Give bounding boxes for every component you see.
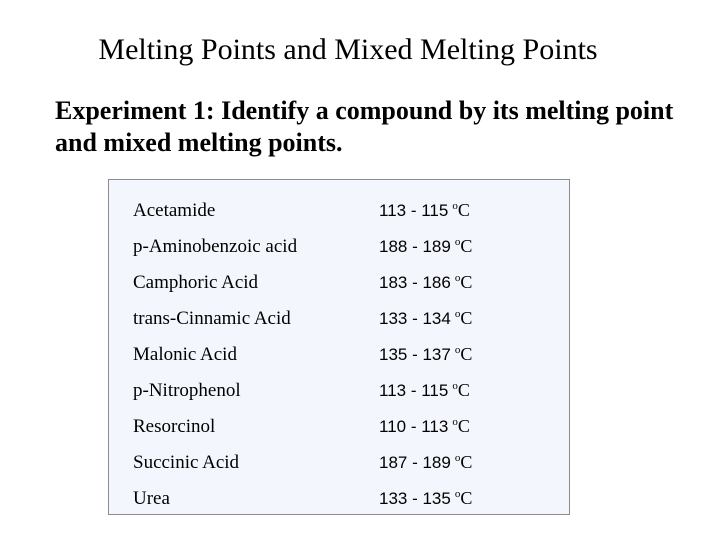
compound-name: Resorcinol: [133, 416, 216, 437]
unit-label: C: [460, 488, 473, 508]
compound-name: Malonic Acid: [133, 344, 237, 365]
compound-name: p-Nitrophenol: [133, 380, 241, 401]
unit-label: C: [460, 344, 473, 364]
compound-name: p-Aminobenzoic acid: [133, 236, 298, 257]
degree-symbol: o: [452, 416, 458, 428]
unit-label: C: [457, 380, 470, 400]
unit-label: C: [457, 416, 470, 436]
slide-title: Melting Points and Mixed Melting Points: [98, 33, 598, 66]
table-row: [109, 370, 569, 406]
table-row: [109, 298, 569, 334]
melting-range: 113 - 115 $^o$C: [379, 380, 470, 400]
degree-symbol: o: [454, 308, 461, 320]
degree-symbol: o: [454, 344, 461, 356]
melting-range: 133 - 135 $^o$C: [379, 488, 473, 508]
compound-name: Succinic Acid: [133, 452, 240, 473]
unit-label: C: [460, 452, 473, 472]
table-row: [109, 406, 569, 442]
table-row: [109, 190, 569, 226]
melting-range: 135 - 137 $^o$C: [379, 344, 473, 364]
table-row: [109, 478, 569, 514]
experiment-subtitle: Experiment 1: Identify a compound by its melting point and mixed melting points.: [55, 96, 674, 157]
melting-range: 188 - 189 $^o$C: [379, 236, 473, 256]
compound-name: trans-Cinnamic Acid: [133, 308, 291, 329]
compound-name: Camphoric Acid: [133, 272, 259, 293]
degree-symbol: o: [454, 488, 461, 500]
melting-range: 110 - 113 $^o$C: [379, 416, 470, 436]
compound-name: Urea: [133, 488, 170, 509]
compound-name: Acetamide: [133, 200, 216, 221]
melting-range: 183 - 186 $^o$C: [379, 272, 473, 292]
melting-range: 113 - 115 $^o$C: [379, 200, 470, 220]
unit-label: C: [460, 272, 473, 292]
table-row: [109, 334, 569, 370]
degree-symbol: o: [454, 452, 461, 464]
unit-label: C: [457, 200, 470, 220]
degree-symbol: o: [454, 272, 461, 284]
table-row: [109, 442, 569, 478]
unit-label: C: [460, 236, 473, 256]
table-row: [109, 226, 569, 262]
degree-symbol: o: [452, 200, 458, 212]
melting-range: 187 - 189 $^o$C: [379, 452, 473, 472]
melting-range: 133 - 134 $^o$C: [379, 308, 473, 328]
unit-label: C: [460, 308, 473, 328]
degree-symbol: o: [452, 380, 458, 392]
degree-symbol: o: [454, 236, 461, 248]
table-row: [109, 262, 569, 298]
melting-point-table: [108, 179, 570, 515]
